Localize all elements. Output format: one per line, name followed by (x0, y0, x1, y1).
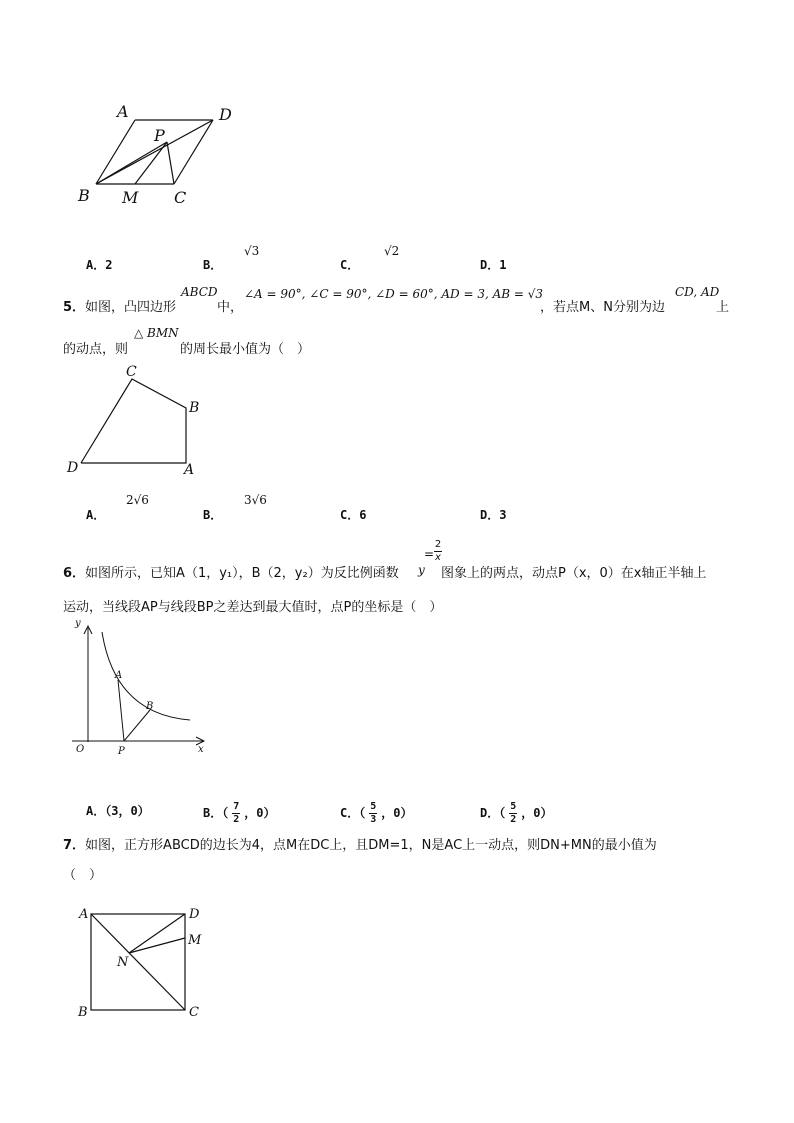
q5-option-d: D．3 (480, 508, 507, 522)
q5-sides: CD, AD (675, 285, 720, 299)
q4-option-b: B． (203, 258, 223, 272)
q4-label-A: A (117, 102, 129, 121)
q4-label-P: P (154, 126, 165, 145)
q6-option-b: B．（ $\frac{7}{2}$ ，0） (203, 801, 276, 825)
q5-stem-line2b: 的周长最小值为（ ） (180, 342, 311, 357)
q4-label-B: B (78, 186, 90, 205)
q5-option-c: C．6 (340, 508, 367, 522)
q6-label-A: A (115, 670, 123, 681)
q6-stem-line1-cont: 图象上的两点，动点P（x，0）在x轴正半轴上 (441, 566, 707, 581)
q6-option-d: D．（ $\frac{5}{2}$ ，0） (480, 801, 553, 825)
q6-label-P: P (118, 746, 125, 757)
q6-label-y: y (75, 618, 81, 629)
q6-label-O: O (76, 744, 85, 755)
q6-func-frac: $\frac{2}{x}$ (434, 539, 442, 563)
q5-triangle: △ BMN (134, 326, 179, 340)
q4-label-C: C (174, 188, 187, 207)
q5-text4: 上 (716, 300, 730, 315)
q7-label-M: M (188, 933, 202, 948)
q7-label-A: A (79, 907, 89, 922)
q6-label-x: x (198, 744, 204, 755)
q5-option-a-value: 2√6 (126, 493, 149, 507)
q4-figure (70, 95, 250, 215)
q6-stem-line2: 运动，当线段AP与线段BP之差达到最大值时，点P的坐标是（ ） (63, 600, 443, 615)
q6-func-eq: = (424, 547, 435, 561)
q5-stem-line2a: 的动点，则 (63, 342, 129, 357)
q5-option-a: A． (86, 508, 106, 522)
q4-label-M: M (122, 188, 139, 207)
q5-label-A: A (184, 462, 195, 478)
q4-option-b-value: √3 (244, 244, 260, 258)
q5-shape: ABCD (181, 285, 218, 299)
q7-figure (74, 902, 214, 1022)
q6-stem-line1: 6．如图所示，已知A（1，y₁），B（2，y₂）为反比例函数 (63, 566, 399, 581)
q5-stem-line1: 5．如图，凸四边形 (63, 300, 177, 315)
q5-figure (60, 362, 220, 480)
q7-label-N: N (117, 955, 129, 970)
q4-option-d: D．1 (480, 258, 507, 272)
q5-conditions: ∠A = 90°, ∠C = 90°, ∠D = 60°, AD = 3, AB = √3 (244, 287, 544, 301)
q6-option-c: C．（ $\frac{5}{3}$ ，0） (340, 801, 413, 825)
q6-label-B: B (146, 701, 154, 712)
q4-option-c-value: √2 (384, 244, 400, 258)
q6-func-y: y (418, 563, 425, 577)
q6-figure (60, 614, 210, 756)
q4-label-D: D (219, 105, 232, 124)
q5-option-b: B． (203, 508, 223, 522)
q7-label-C: C (189, 1005, 199, 1020)
q7-stem-line2: （ ） (63, 868, 103, 883)
q4-option-c: C． (340, 258, 360, 272)
q6-option-a: A．（3，0） (86, 804, 150, 818)
q7-label-B: B (78, 1005, 88, 1020)
q5-text2: 中， (217, 300, 244, 315)
q5-text3: ，若点M、N分别为边 (540, 300, 665, 315)
q5-label-C: C (126, 364, 137, 380)
q7-label-D: D (189, 907, 200, 922)
q4-option-a: A．2 (86, 258, 113, 272)
q7-stem-line1: 7．如图，正方形ABCD的边长为4，点M在DC上，且DM=1，N是AC上一动点，则DN+MN的最小值为 (63, 838, 657, 853)
q5-label-D: D (67, 460, 79, 476)
q5-label-B: B (189, 400, 200, 416)
q5-option-b-value: 3√6 (244, 493, 267, 507)
